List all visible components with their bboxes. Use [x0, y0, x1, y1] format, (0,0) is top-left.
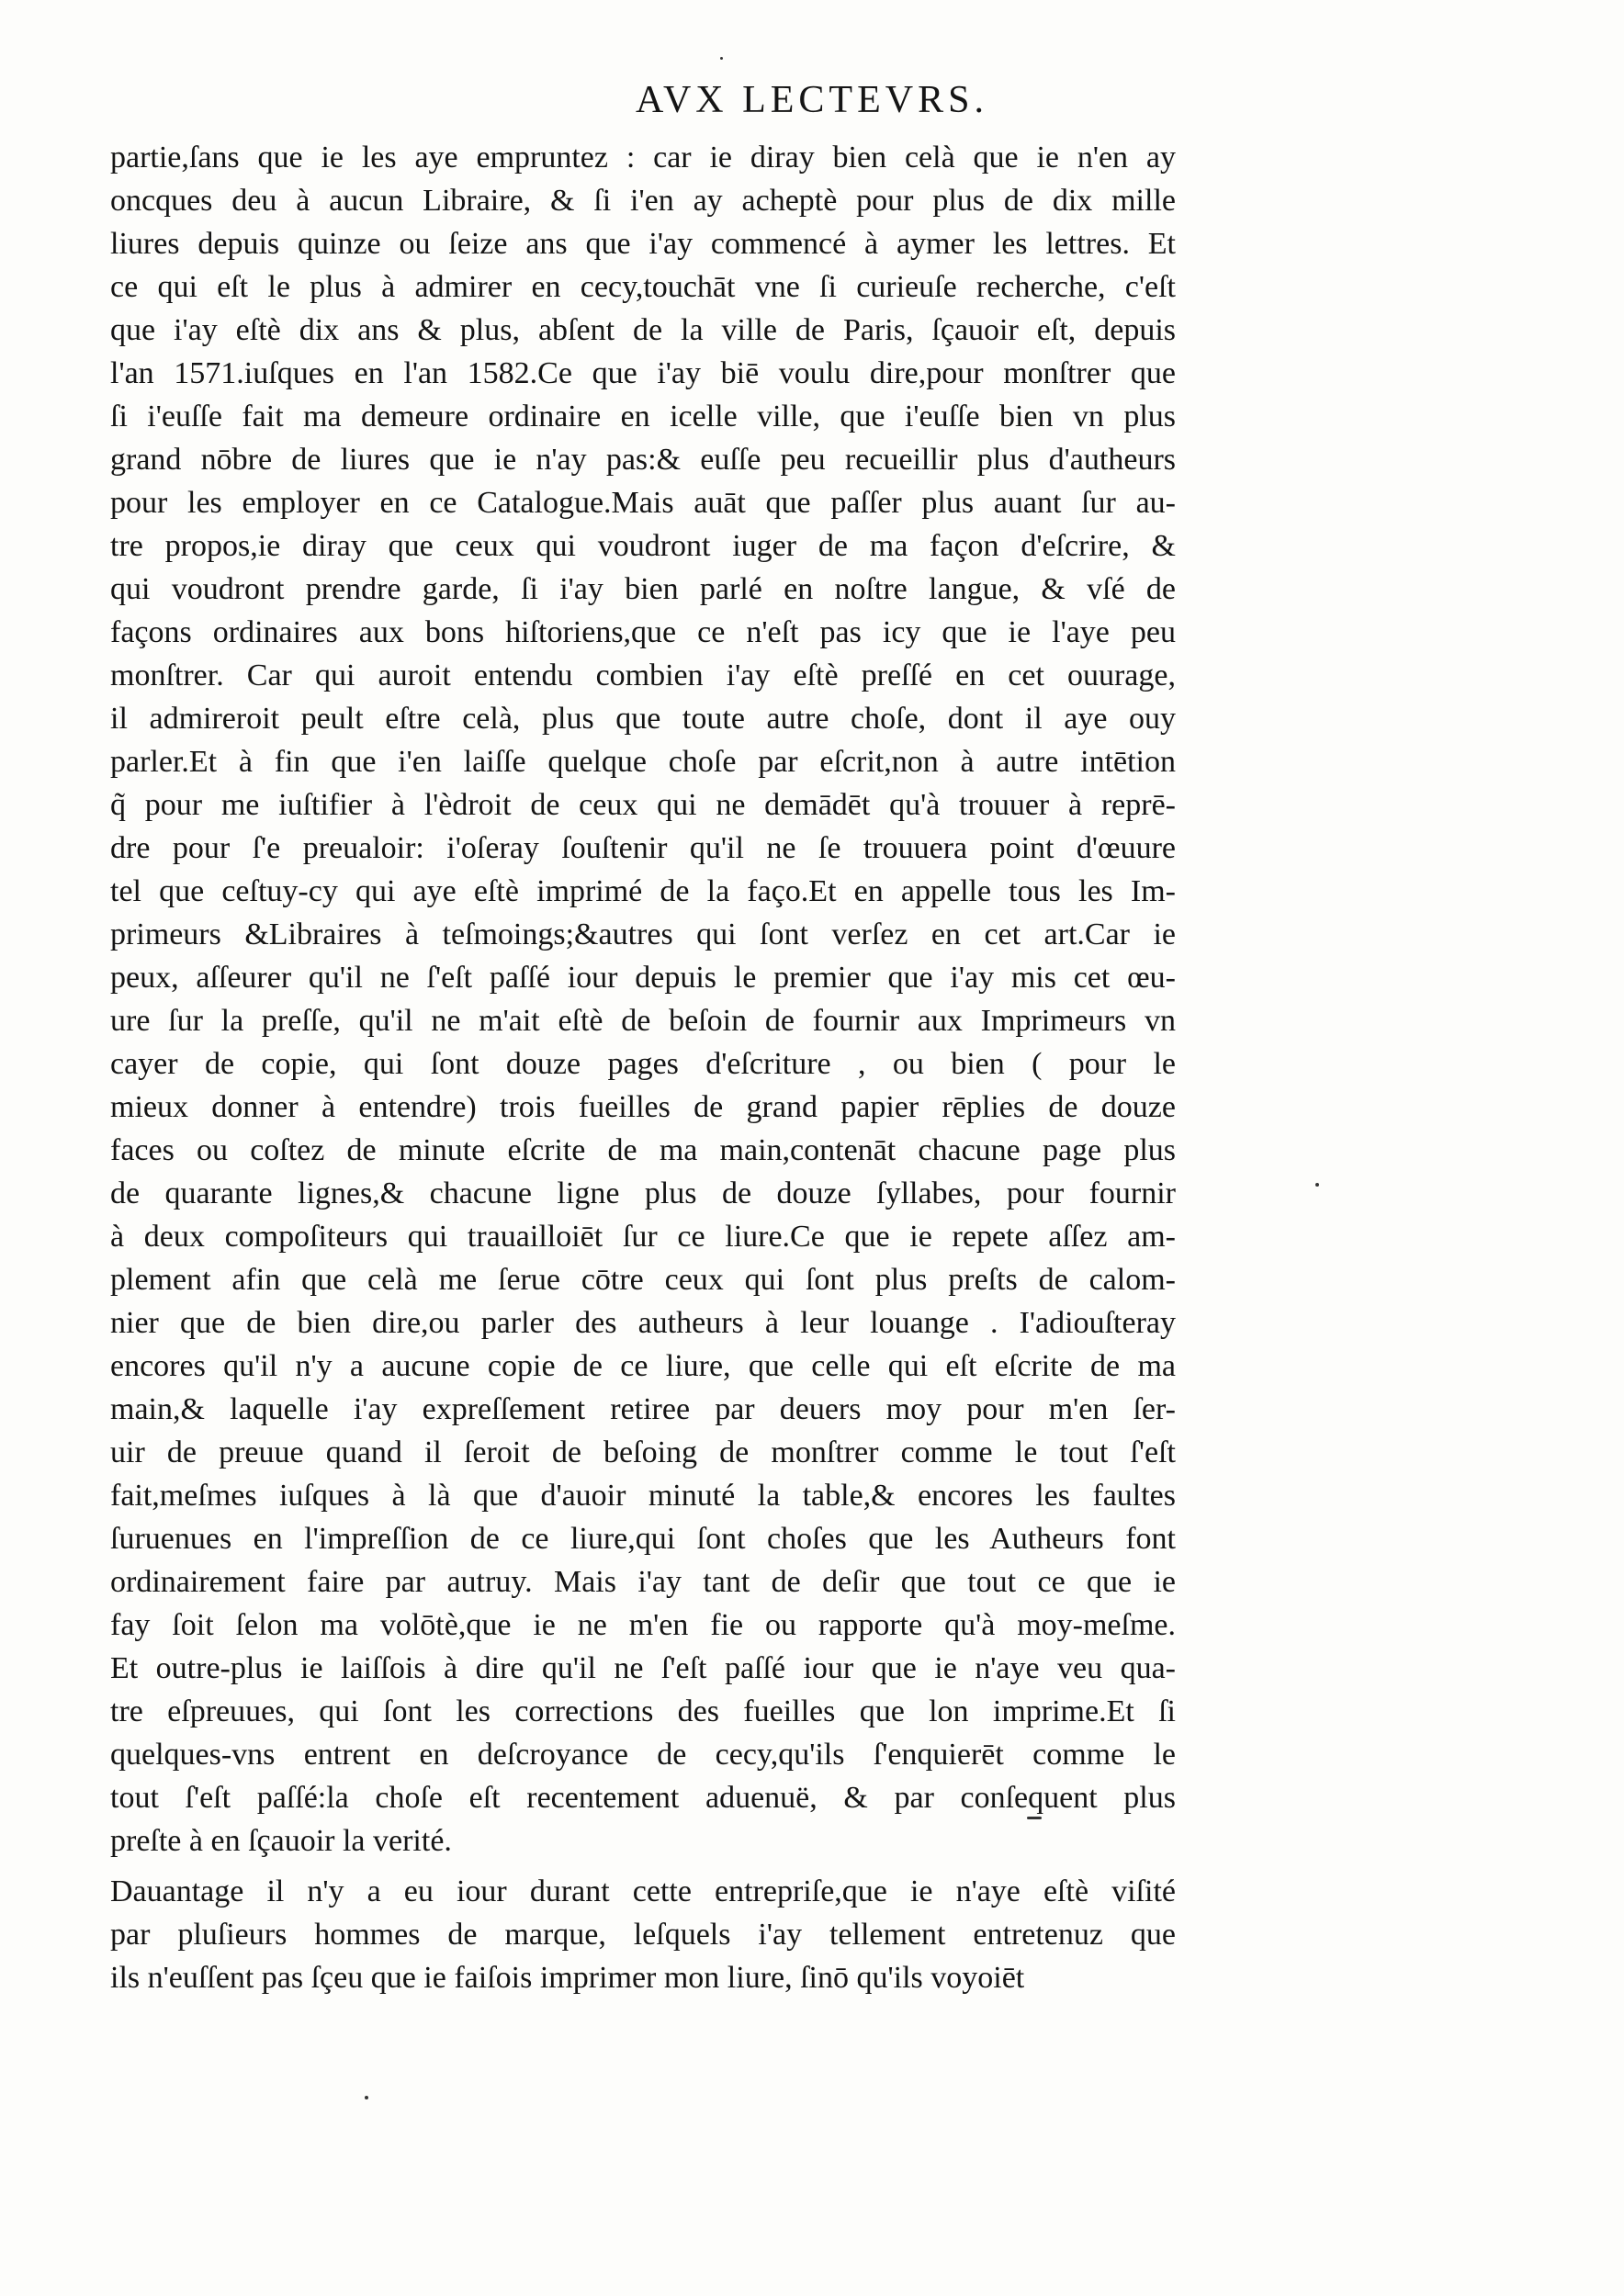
- text-line: plement afin que celà me ſerue cōtre ceux qui ſont plus preſts de calom-: [110, 1263, 1176, 1297]
- text-line: faces ou coſtez de minute eſcrite de ma main,contenāt chacune page plus: [110, 1133, 1176, 1167]
- text-line: cayer de copie, qui ſont douze pages d'eſcriture , ou bien ( pour le: [110, 1047, 1176, 1081]
- text-line: peux, aſſeurer qu'il ne ſ'eſt paſſé iour depuis le premier que i'ay mis cet œu-: [110, 961, 1176, 995]
- text-line: liures depuis quinze ou ſeize ans que i'ay commencé à aymer les lettres. Et: [110, 227, 1176, 261]
- text-line: parler.Et à fin que i'en laiſſe quelque choſe par eſcrit,non à autre intētion: [110, 745, 1176, 779]
- text-line: ſuruenues en l'impreſſion de ce liure,qui ſont choſes que les Autheurs font: [110, 1522, 1176, 1556]
- text-line: qui voudront prendre garde, ſi i'ay bien parlé en noſtre langue, & vſé de: [110, 572, 1176, 606]
- text-line: tre propos,ie diray que ceux qui voudront iuger de ma façon d'eſcrire, &: [110, 529, 1176, 563]
- text-line: l'an 1571.iuſques en l'an 1582.Ce que i'ay biē voulu dire,pour monſtrer que: [110, 356, 1176, 390]
- paragraph-1: [110, 136, 1176, 1863]
- text-line: oncques deu à aucun Libraire, & ſi i'en ay acheptè pour plus de dix mille: [110, 184, 1176, 218]
- ink-speck: [1315, 1183, 1319, 1187]
- text-line: Et outre-plus ie laiſſois à dire qu'il ne ſ'eſt paſſé iour que ie n'aye veu qua-: [110, 1651, 1176, 1685]
- text-line: que i'ay eſtè dix ans & plus, abſent de la ville de Paris, ſçauoir eſt, depuis: [110, 313, 1176, 347]
- text-line: ce qui eſt le plus à admirer en cecy,touchāt vne ſi curieuſe recherche, c'eſt: [110, 270, 1176, 304]
- text-line: encores qu'il n'y a aucune copie de ce liure, que celle qui eſt eſcrite de ma: [110, 1349, 1176, 1383]
- paragraph-2: [110, 1870, 1176, 1999]
- text-line: il admireroit peult eſtre celà, plus que toute autre choſe, dont il aye ouy: [110, 702, 1176, 736]
- text-line: ure ſur la preſſe, qu'il ne m'ait eſtè de beſoin de fournir aux Imprimeurs vn: [110, 1004, 1176, 1038]
- text-line: grand nōbre de liures que ie n'ay pas:& euſſe peu recueillir plus d'autheurs: [110, 443, 1176, 477]
- text-line: à deux compoſiteurs qui trauailloiēt ſur ce liure.Ce que ie repete aſſez am-: [110, 1220, 1176, 1254]
- text-line: q̃ pour me iuſtifier à l'èdroit de ceux qui ne demādēt qu'à trouuer à reprē-: [110, 788, 1176, 822]
- ink-speck: [365, 2096, 368, 2099]
- ink-speck: [720, 57, 723, 60]
- text-line: nier que de bien dire,ou parler des autheurs à leur louange . I'adiouſteray: [110, 1306, 1176, 1340]
- ink-speck: [1027, 1817, 1042, 1819]
- text-line: par pluſieurs hommes de marque, leſquels i'ay tellement entretenuz que: [110, 1918, 1176, 1952]
- text-line: quelques-vns entrent en deſcroyance de cecy,qu'ils ſ'enquierēt comme le: [110, 1738, 1176, 1772]
- text-line: façons ordinaires aux bons hiſtoriens,que ce n'eſt pas icy que ie l'aye peu: [110, 615, 1176, 649]
- text-line: partie,ſans que ie les aye empruntez : car ie diray bien celà que ie n'en ay: [110, 141, 1176, 174]
- text-line: ordinairement faire par autruy. Mais i'ay tant de deſir que tout ce que ie: [110, 1565, 1176, 1599]
- text-line: preſte à en ſçauoir la verité.: [110, 1824, 452, 1858]
- text-line: Dauantage il n'y a eu iour durant cette entrepriſe,que ie n'aye eſtè viſité: [110, 1874, 1176, 1908]
- text-line: dre pour ſ'e preualoir: i'oſeray ſouſtenir qu'il ne ſe trouuera point d'œuure: [110, 831, 1176, 865]
- running-header: AVX LECTEVRS.: [636, 79, 988, 121]
- text-line: monſtrer. Car qui auroit entendu combien i'ay eſtè preſſé en cet ouurage,: [110, 658, 1176, 692]
- text-line: de quarante lignes,& chacune ligne plus de douze ſyllabes, pour fournir: [110, 1176, 1176, 1210]
- text-line: main,& laquelle i'ay expreſſement retiree par deuers moy pour m'en ſer-: [110, 1392, 1176, 1426]
- paragraph-separator: [110, 1863, 1176, 1870]
- text-line: tout ſ'eſt paſſé:la choſe eſt recentement aduenuë, & par conſequent plus: [110, 1781, 1176, 1815]
- text-line: primeurs &Libraires à teſmoings;&autres qui ſont verſez en cet art.Car ie: [110, 917, 1176, 951]
- body-text: [110, 136, 1176, 1999]
- text-line: uir de preuue quand il ſeroit de beſoing de monſtrer comme le tout ſ'eſt: [110, 1435, 1176, 1469]
- text-line: ſi i'euſſe fait ma demeure ordinaire en icelle ville, que i'euſſe bien vn plus: [110, 400, 1176, 433]
- text-line: tre eſpreuues, qui ſont les corrections des fueilles que lon imprime.Et ſi: [110, 1694, 1176, 1728]
- text-line: fay ſoit ſelon ma volōtè,que ie ne m'en fie ou rapporte qu'à moy-meſme.: [110, 1608, 1176, 1642]
- text-line: fait,meſmes iuſques à là que d'auoir minuté la table,& encores les faultes: [110, 1479, 1176, 1513]
- text-line: mieux donner à entendre) trois fueilles de grand papier rēplies de douze: [110, 1090, 1176, 1124]
- text-line: ils n'euſſent pas ſçeu que ie faiſois imprimer mon liure, ſinō qu'ils voyoiēt: [110, 1961, 1025, 1995]
- text-line: pour les employer en ce Catalogue.Mais auāt que paſſer plus auant ſur au-: [110, 486, 1176, 520]
- text-line: tel que ceſtuy-cy qui aye eſtè imprimé de la faço.Et en appelle tous les Im-: [110, 874, 1176, 908]
